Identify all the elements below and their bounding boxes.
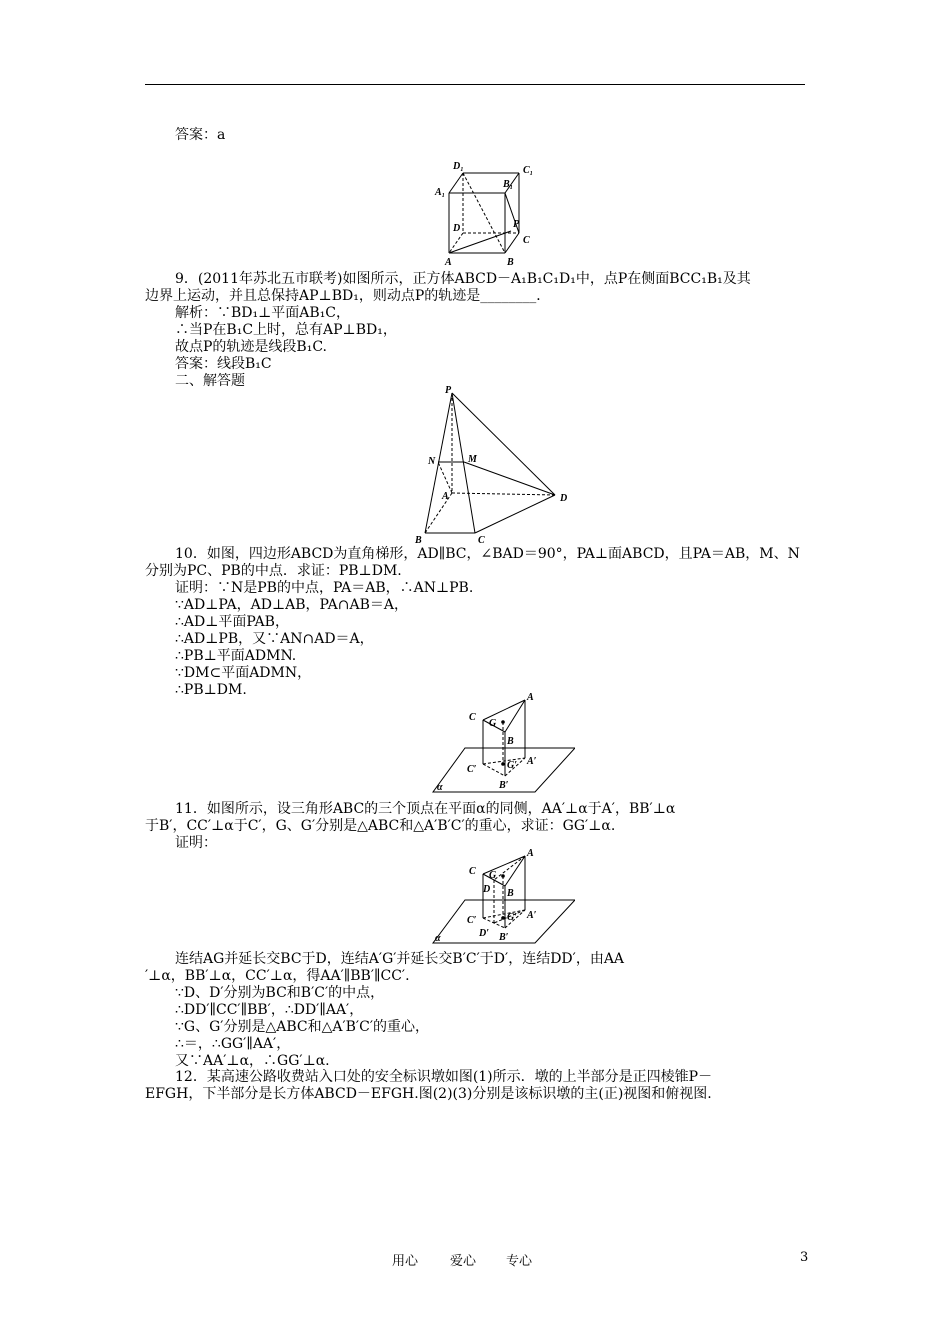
label-A: A bbox=[445, 257, 452, 265]
q9-sol1: 解析：∵BD₁⊥平面AB₁C， bbox=[175, 305, 351, 321]
label-C-prime: C′ bbox=[467, 764, 477, 775]
prism-figure-1 bbox=[425, 692, 575, 797]
q10-proof-4: ∴AD⊥PB，又∵AN∩AD＝A， bbox=[175, 631, 374, 647]
label-C1: C₁ bbox=[523, 165, 534, 176]
q9-line2: 边界上运动，并且总保持AP⊥BD₁，则动点P的轨迹是________． bbox=[145, 288, 551, 304]
q9-answer: 答案：线段B₁C bbox=[175, 356, 272, 372]
q10-proof-7: ∴PB⊥DM. bbox=[175, 682, 247, 698]
q11-line1: 11．如图所示，设三角形ABC的三个顶点在平面α的同侧，AA′⊥α于A′，BB′⊥α bbox=[175, 801, 676, 817]
q11-proof-3: ∵D、D′分别为BC和B′C′的中点， bbox=[175, 985, 385, 1001]
q9-line1: 9．(2011年苏北五市联考)如图所示，正方体ABCD－A₁B₁C₁D₁中，点P在侧面BCC₁B₁及其 bbox=[175, 271, 751, 287]
q10-line2: 分别为PC、PB的中点．求证：PB⊥DM. bbox=[145, 563, 402, 579]
label-A-prime: A′ bbox=[527, 756, 537, 767]
q11-proof-2: ′⊥α，BB′⊥α，CC′⊥α，得AA′∥BB′∥CC′. bbox=[145, 968, 410, 984]
q11-proof-7: 又∵AA′⊥α，∴GG′⊥α. bbox=[175, 1053, 330, 1069]
label-B: B bbox=[507, 736, 514, 747]
q12-line2: EFGH，下半部分是长方体ABCD－EFGH.图(2)(3)分别是该标识墩的主(正)视图和俯视图. bbox=[145, 1086, 712, 1102]
q10-proof-6: ∵DM⊂平面ADMN， bbox=[175, 665, 312, 681]
q10-proof-2: ∵AD⊥PA，AD⊥AB，PA∩AB＝A， bbox=[175, 597, 409, 613]
label-A: A bbox=[527, 692, 534, 703]
label-D: D bbox=[560, 493, 568, 504]
q11-proof-label: 证明： bbox=[175, 835, 217, 851]
label-B: B bbox=[507, 257, 514, 265]
label-G: G bbox=[489, 870, 497, 881]
label-A-prime: A′ bbox=[527, 910, 537, 921]
label-A: A bbox=[442, 491, 449, 502]
label-B: B bbox=[415, 535, 422, 546]
label-C: C bbox=[478, 535, 485, 546]
label-D: D bbox=[453, 223, 461, 234]
q10-line1: 10．如图，四边形ABCD为直角梯形，AD∥BC，∠BAD＝90°，PA⊥面ABCD，且PA＝AB，M、N bbox=[175, 546, 800, 562]
footer-right: 专心 bbox=[506, 1254, 533, 1269]
label-C: C bbox=[469, 712, 476, 723]
label-alpha: α bbox=[437, 782, 443, 793]
q12-line1: 12．某高速公路收费站入口处的安全标识墩如图(1)所示．墩的上半部分是正四棱锥P－ bbox=[175, 1069, 713, 1085]
label-P: P bbox=[513, 219, 520, 230]
label-D-prime: D′ bbox=[479, 928, 490, 939]
label-C: C bbox=[469, 866, 476, 877]
footer-left: 用心 bbox=[392, 1254, 419, 1269]
prism-figure-2 bbox=[425, 848, 575, 948]
label-D1: D₁ bbox=[453, 161, 464, 172]
label-B: B bbox=[507, 888, 514, 899]
q9-sol3: 故点P的轨迹是线段B₁C. bbox=[175, 339, 327, 355]
answer-prev: 答案：a bbox=[175, 127, 226, 143]
pyramid-figure bbox=[410, 385, 585, 550]
footer-mid: 爱心 bbox=[450, 1254, 477, 1269]
q11-proof-4: ∴DD′∥CC′∥BB′，∴DD′∥AA′， bbox=[175, 1002, 364, 1018]
label-M: M bbox=[468, 454, 477, 465]
q10-proof-1: 证明：∵N是PB的中点，PA＝AB，∴AN⊥PB. bbox=[175, 580, 474, 596]
q11-proof-5: ∵G、G′分别是△ABC和△A′B′C′的重心， bbox=[175, 1019, 430, 1035]
q11-line2: 于B′，CC′⊥α于C′，G、G′分别是△ABC和△A′B′C′的重心，求证：GG′⊥α. bbox=[145, 818, 616, 834]
page-number: 3 bbox=[800, 1250, 809, 1265]
q9-sol2: ∴当P在B₁C上时，总有AP⊥BD₁， bbox=[175, 322, 397, 338]
label-alpha: α bbox=[435, 933, 441, 944]
label-A: A bbox=[527, 848, 534, 859]
label-B-prime: B′ bbox=[499, 780, 509, 791]
label-B-prime: B′ bbox=[499, 932, 509, 943]
label-C-prime: C′ bbox=[467, 915, 477, 926]
section-title: 二、解答题 bbox=[175, 373, 245, 389]
header-rule bbox=[145, 84, 805, 85]
label-A1: A₁ bbox=[435, 187, 446, 198]
label-G-prime: G′ bbox=[507, 760, 518, 771]
cube-figure bbox=[425, 155, 550, 265]
q11-proof-1: 连结AG并延长交BC于D，连结A′G′并延长交B′C′于D′，连结DD′，由AA bbox=[175, 951, 625, 967]
label-D: D bbox=[483, 884, 491, 895]
q10-proof-5: ∴PB⊥平面ADMN. bbox=[175, 648, 297, 664]
q10-proof-3: ∴AD⊥平面PAB， bbox=[175, 614, 289, 630]
q11-proof-6: ∴＝，∴GG′∥AA′， bbox=[175, 1036, 291, 1052]
label-G-prime: G′ bbox=[507, 912, 518, 923]
label-G: G bbox=[489, 718, 497, 729]
label-N: N bbox=[428, 456, 436, 467]
label-C: C bbox=[523, 235, 530, 246]
label-B1: B₁ bbox=[503, 179, 514, 190]
label-P: P bbox=[445, 385, 452, 396]
